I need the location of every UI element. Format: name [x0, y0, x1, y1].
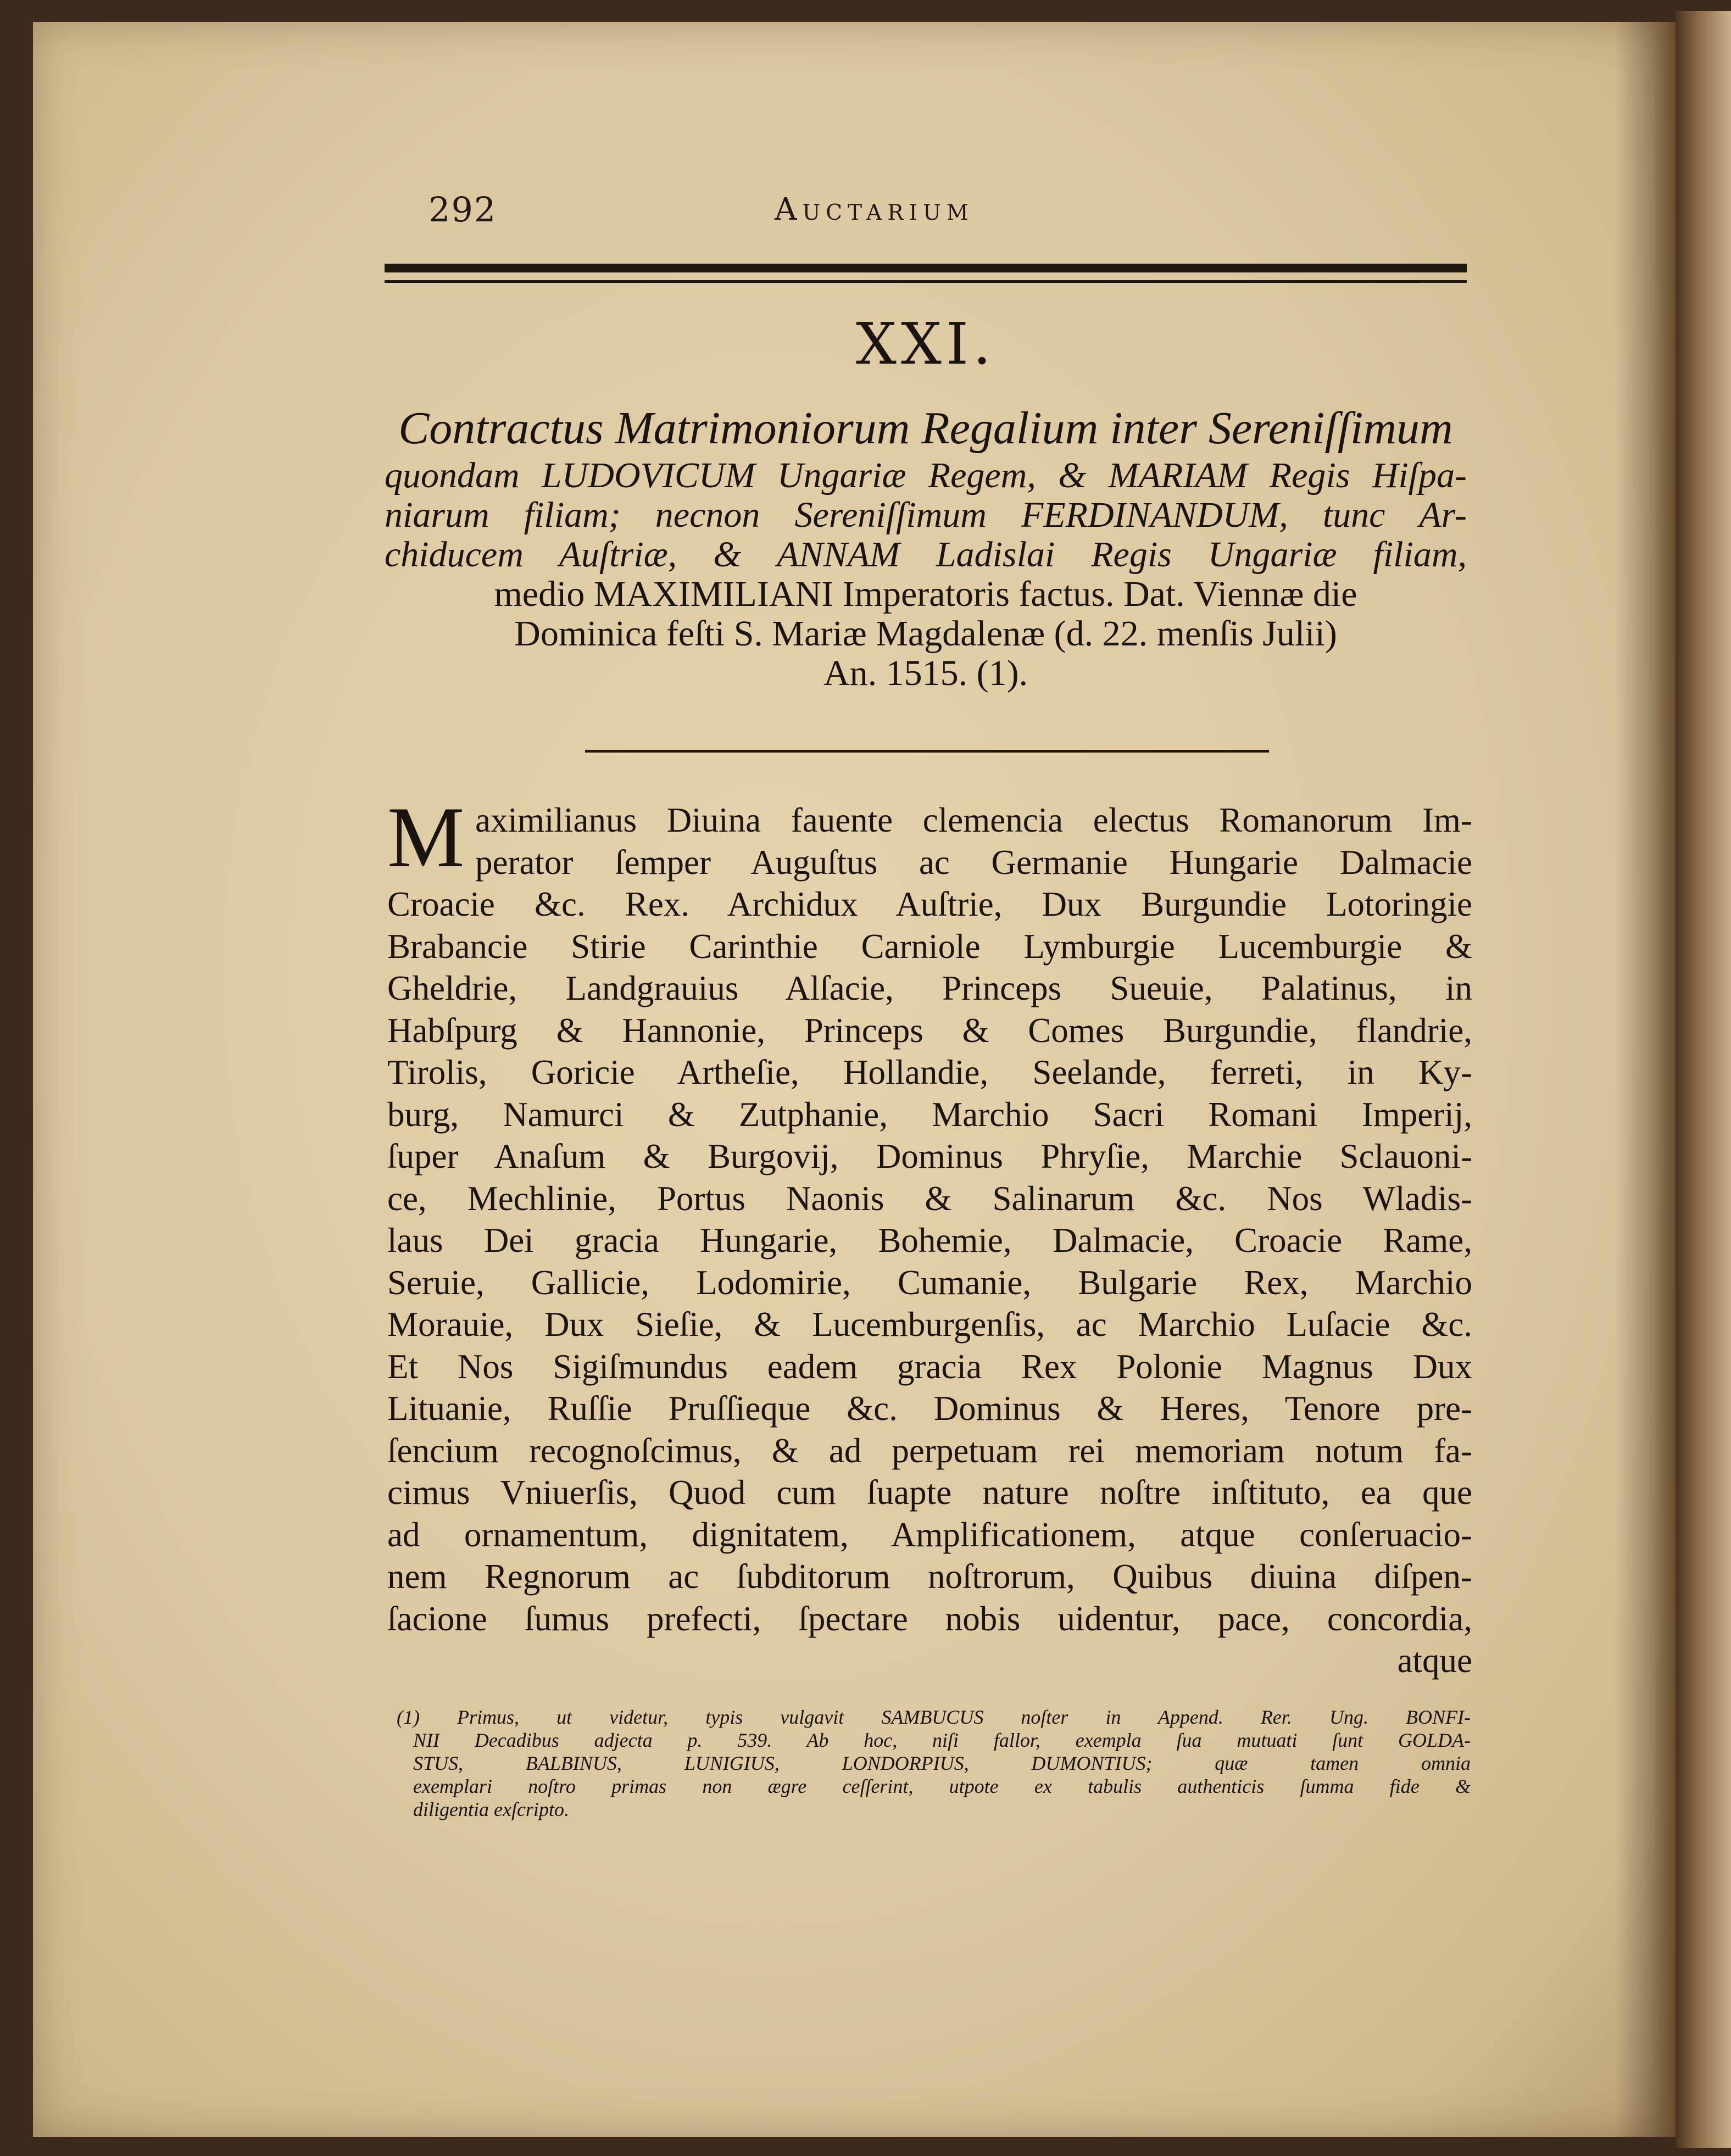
- running-head: [428, 190, 1472, 239]
- header-rule-thick: [385, 264, 1467, 272]
- body-line: ad ornamentum, dignitatem, Amplificationem, atque conſeruacio-: [387, 1515, 1472, 1554]
- heading-line: quondam LUDOVICUM Ungariæ Regem, & MARIAM Regis Hiſpa-: [385, 455, 1467, 495]
- body-line: ſacione ſumus prefecti, ſpectare nobis uidentur, pace, concordia,: [387, 1599, 1472, 1638]
- body-line: burg, Namurci & Zutphanie, Marchio Sacri Romani Imperij,: [387, 1095, 1472, 1134]
- footnote-line: diligentia exſcripto.: [413, 1798, 569, 1820]
- page-gutter-shadow: [1615, 22, 1676, 2137]
- body-line: Habſpurg & Hannonie, Princeps & Comes Burgundie, flandrie,: [387, 1011, 1472, 1050]
- body-line: Gheldrie, Landgrauius Alſacie, Princeps Sueuie, Palatinus, in: [387, 969, 1472, 1007]
- body-line: Croacie &c. Rex. Archidux Auſtrie, Dux Burgundie Lotoringie: [387, 885, 1472, 923]
- heading-line: Dominica feſti S. Mariæ Magdalenæ (d. 22. menſis Julii): [514, 614, 1337, 654]
- body-line: ce, Mechlinie, Portus Naonis & Salinarum &c. Nos Wladis-: [387, 1179, 1472, 1218]
- document-number: XXI.: [855, 310, 996, 377]
- section-divider: [585, 750, 1269, 753]
- running-title: Auctarium: [775, 192, 974, 227]
- footnote-line: NII Decadibus adjecta p. 539. Ab hoc, niſi fallor, exempla ſua mutuati ſunt GOLDA-: [413, 1729, 1471, 1751]
- page-number: 292: [428, 190, 497, 230]
- body-line: Tirolis, Goricie Artheſie, Hollandie, Seelande, ferreti, in Ky-: [387, 1053, 1472, 1091]
- heading-line: chiducem Auſtriæ, & ANNAM Ladislai Regis Ungariæ filiam,: [385, 534, 1467, 575]
- footnote-line: STUS, BALBINUS, LUNIGIUS, LONDORPIUS, DUMONTIUS; quæ tamen omnia: [413, 1752, 1471, 1774]
- footnote-line: exemplari noſtro primas non ægre ceſſerint, utpote ex tabulis authenticis ſumma fide &: [413, 1775, 1471, 1797]
- heading-line: niarum filiam; necnon Sereniſſimum FERDINANDUM, tunc Ar-: [385, 495, 1467, 535]
- document-heading: [385, 401, 1467, 693]
- footnote-line: (1) Primus, ut videtur, typis vulgavit SAMBUCUS noſter in Append. Rer. Ung. BONFI-: [397, 1706, 1471, 1728]
- body-line: nem Regnorum ac ſubditorum noſtrorum, Quibus diuina diſpen-: [387, 1557, 1472, 1596]
- body-line: Et Nos Sigiſmundus eadem gracia Rex Polonie Magnus Dux: [387, 1347, 1472, 1386]
- body-line: Seruie, Gallicie, Lodomirie, Cumanie, Bulgarie Rex, Marchio: [387, 1263, 1472, 1302]
- body-line: ſuper Anaſum & Burgovij, Dominus Phryſie, Marchie Sclauoni-: [387, 1137, 1472, 1176]
- heading-line: medio MAXIMILIANI Imperatoris factus. Dat. Viennæ die: [494, 574, 1357, 614]
- next-page-edge: [1676, 11, 1731, 2148]
- footnote: [397, 1706, 1471, 1821]
- catchword: atque: [1397, 1641, 1472, 1680]
- body-line: aximilianus Diuina fauente clemencia electus Romanorum Im-: [475, 801, 1472, 839]
- heading-line: An. 1515. (1).: [823, 653, 1028, 693]
- body-line: Brabancie Stirie Carinthie Carniole Lymburgie Lucemburgie &: [387, 927, 1472, 966]
- body-line: cimus Vniuerſis, Quod cum ſuapte nature noſtre inſtituto, ea que: [387, 1473, 1472, 1512]
- body-line: Lituanie, Ruſſie Pruſſieque &c. Dominus & Heres, Tenore pre-: [387, 1389, 1472, 1428]
- body-text: [387, 799, 1472, 1682]
- heading-line: Contractus Matrimoniorum Regalium inter Sereniſſimum: [398, 403, 1453, 454]
- body-line: laus Dei gracia Hungarie, Bohemie, Dalmacie, Croacie Rame,: [387, 1221, 1472, 1260]
- body-line: Morauie, Dux Sieſie, & Lucemburgenſis, ac Marchio Luſacie &c.: [387, 1305, 1472, 1344]
- body-line: perator ſemper Auguſtus ac Germanie Hungarie Dalmacie: [475, 843, 1472, 882]
- drop-cap: M: [387, 789, 465, 885]
- body-line: ſencium recognoſcimus, & ad perpetuam rei memoriam notum fa-: [387, 1431, 1472, 1470]
- header-rule-thin: [385, 280, 1467, 283]
